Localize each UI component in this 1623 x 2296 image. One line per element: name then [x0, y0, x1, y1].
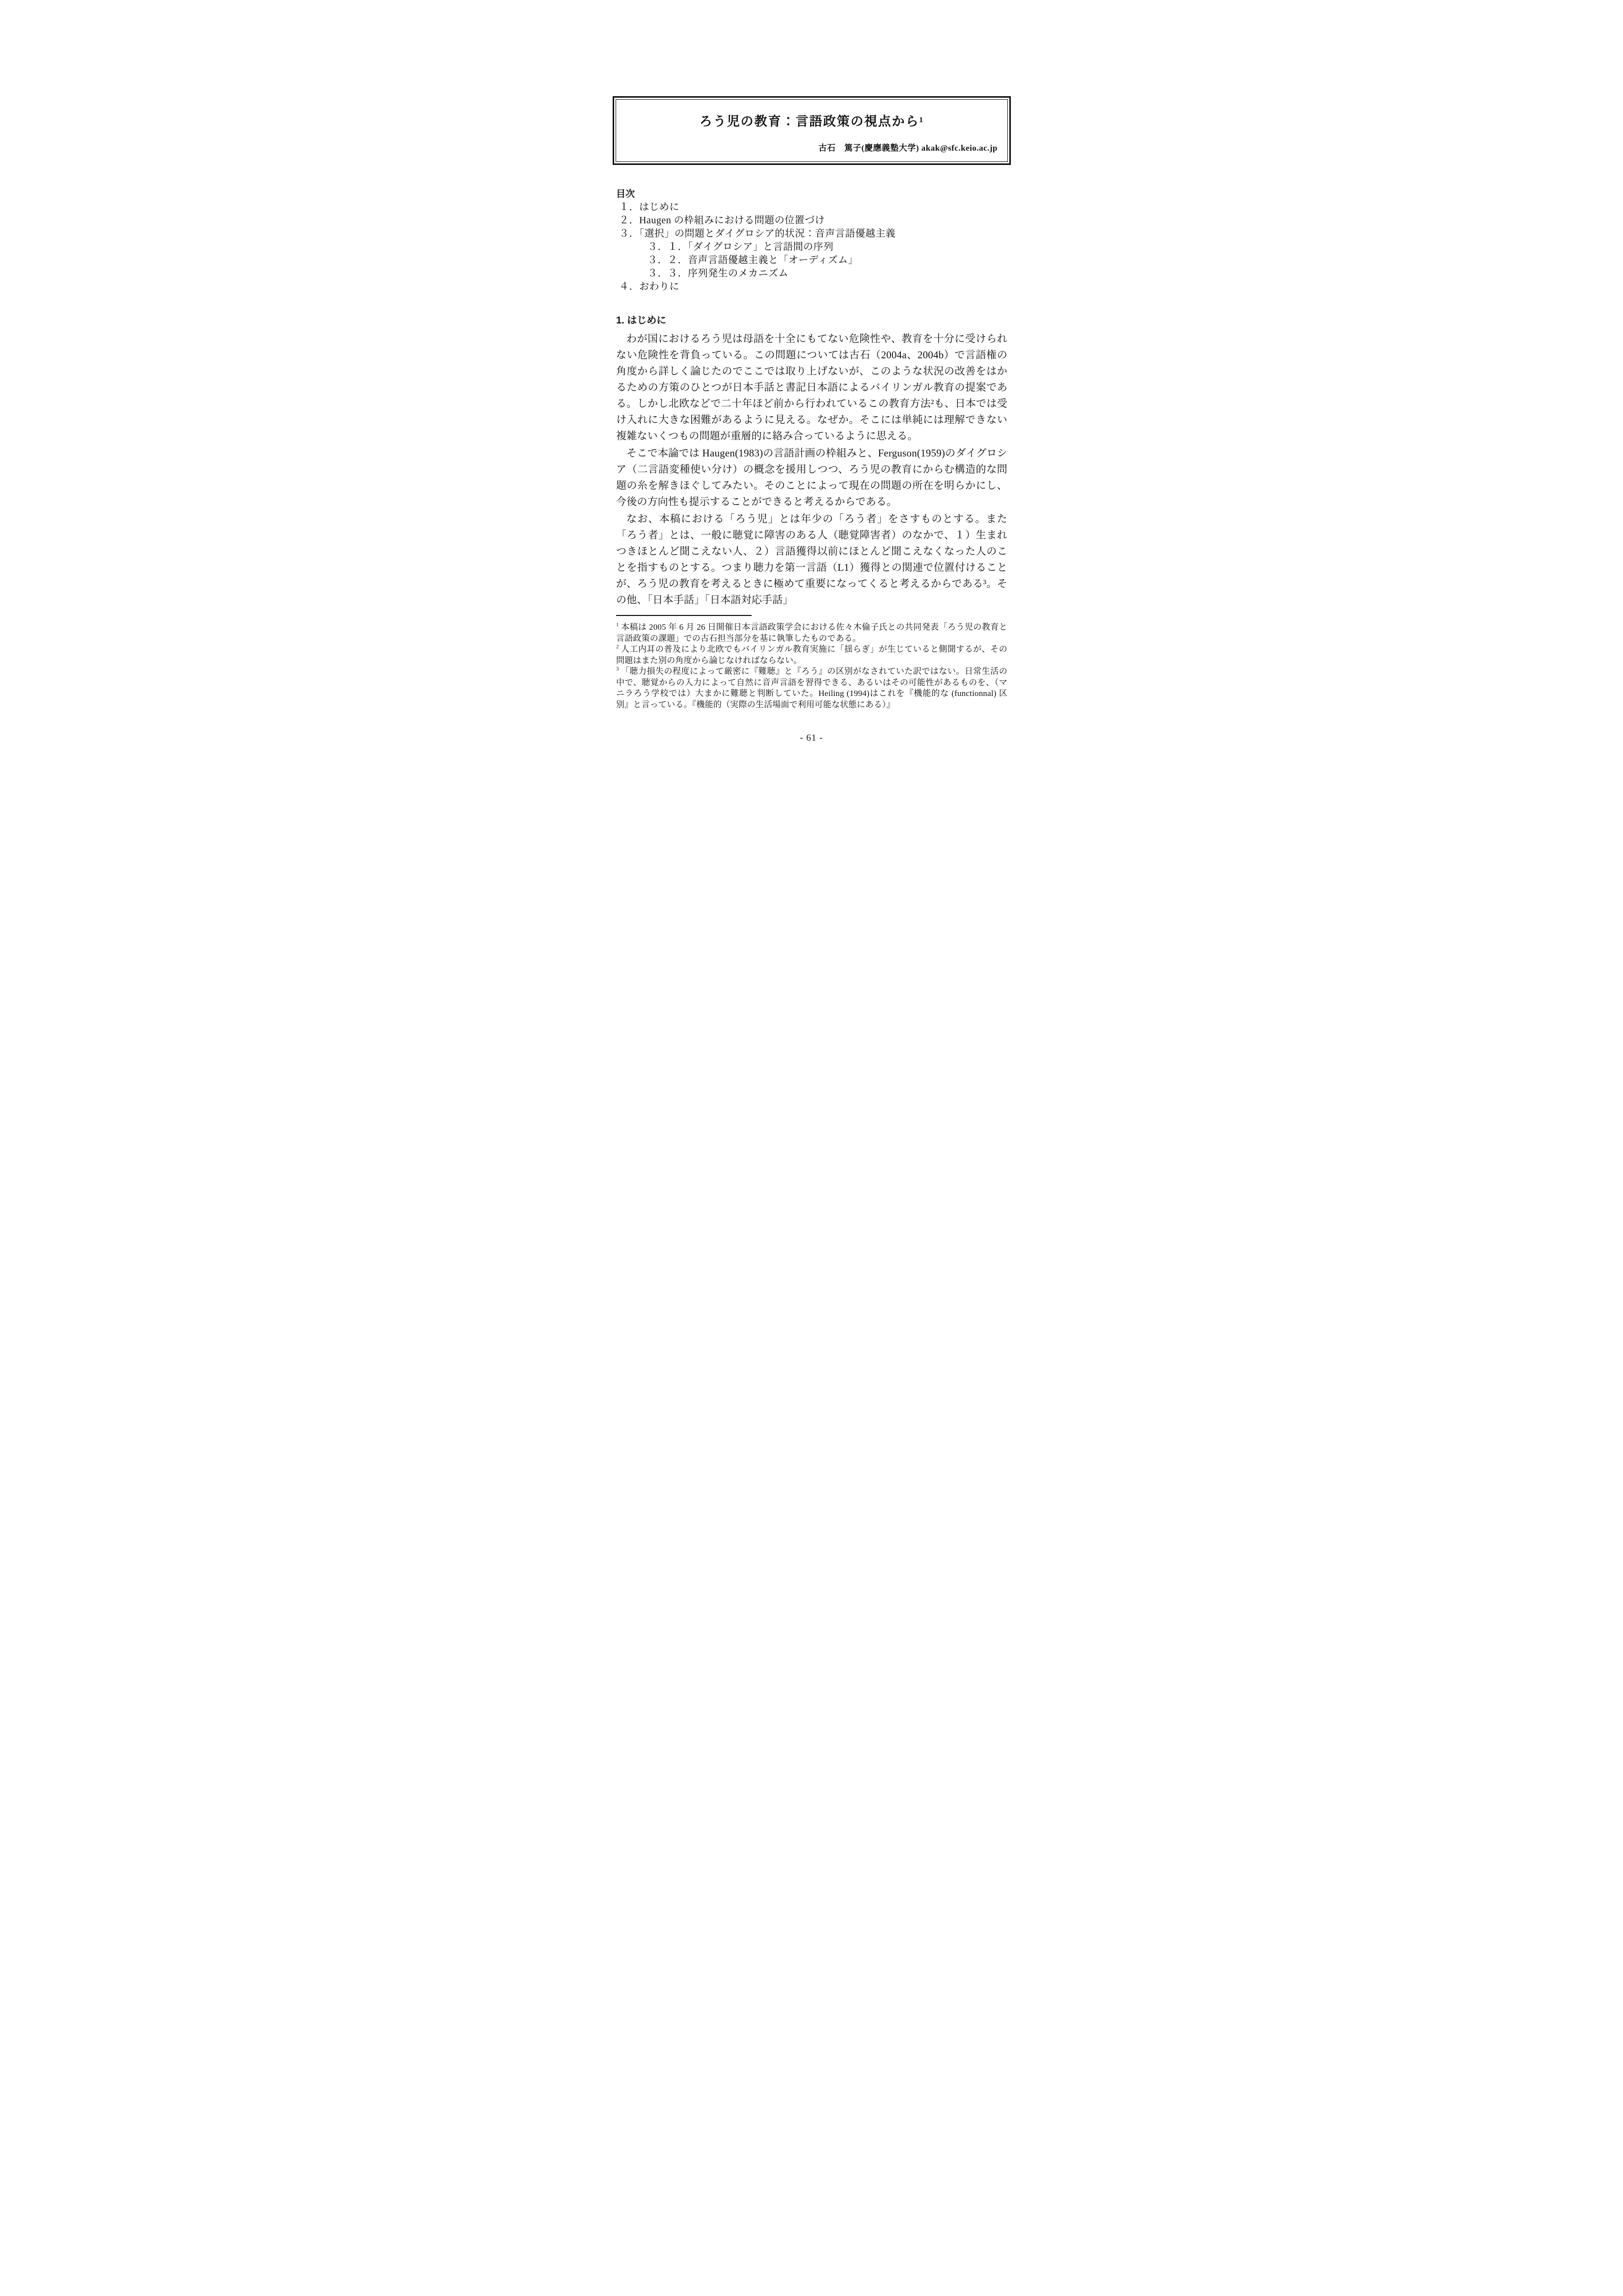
author-affiliation-email: 古石 篤子(慶應義塾大学) akak@sfc.keio.ac.jp [818, 143, 998, 153]
toc-item-3-2: ３．２．音声言語優越主義と「オーディズム」 [648, 255, 858, 266]
toc-heading: 目次 [616, 189, 635, 199]
section-1-heading: 1. はじめに [616, 315, 667, 326]
footnote-separator-rule [616, 615, 752, 616]
footnote-1-marker: 1 [616, 622, 619, 628]
footnote-3-marker: 3 [616, 666, 619, 672]
footnote-1 [616, 622, 1007, 644]
footnote-2-text: 人工内耳の普及により北欧でもバイリンガル教育実施に「揺らぎ」が生じていると側聞するが、その問題はまた別の角度から論じなければならない。 [616, 644, 1007, 665]
footnote-2-marker: 2 [616, 644, 619, 650]
footnote-3 [616, 666, 1007, 710]
body-paragraph-1: わが国におけるろう児は母語を十全にもてない危険性や、教育を十分に受けられない危険性を背負っている。この問題については古石（2004a、2004b）で言語権の角度から詳しく論じたのでここでは取り上げないが、このような状況の改善をはかるための方策のひとつが日本手話と書記日本語によるバイリンガル教育の提案である。しかし北欧などで二十年ほど前から行われているこの教育方法²も、日本では受け入れに大きな困難があるように見える。なぜか。そこには単純には理解できない複雑ないくつもの問題が重層的に絡み合っているように思える。 [616, 333, 1007, 442]
footnote-1-text: 本稿は 2005 年 6 月 26 日開催日本言語政策学会における佐々木倫子氏との共同発表「ろう児の教育と言語政策の課題」での古石担当部分を基に執筆したものである。 [616, 622, 1007, 643]
toc-item-3-1: ３．１．「ダイグロシア」と言語間の序列 [648, 241, 834, 252]
section-1 [616, 313, 1007, 608]
document-page [541, 0, 1082, 765]
toc-item-1: １．はじめに [619, 202, 679, 213]
body-paragraph-3: なお、本稿における「ろう児」とは年少の「ろう者」をさすものとする。また「ろう者」とは、一般に聴覚に障害のある人（聴覚障害者）のなかで、１）生まれつきほとんど聞こえない人、２）言語獲得以前にほとんど聞こえなくなった人のことを指すものとする。つまり聴力を第一言語（L1）獲得との関連で位置付けることが、ろう児の教育を考えるときに極めて重要になってくると考えるからである³。その他、「日本手話」「日本語対応手話」 [616, 513, 1007, 606]
toc-item-3-3: ３．３．序列発生のメカニズム [648, 268, 788, 279]
body-paragraph-2: そこで本論では Haugen(1983)の言語計画の枠組みと、Ferguson(1959)のダイグロシア（二言語変種使い分け）の概念を援用しつつ、ろう児の教育にからむ構造的な問題の糸を解きほぐしてみたい。そのことによって現在の問題の所在を明らかにし、今後の方向性も提示することができると考えるからである。 [616, 447, 1007, 507]
footnote-2 [616, 644, 1007, 666]
toc-item-2: ２．Haugen の枠組みにおける問題の位置づけ [619, 215, 825, 226]
table-of-contents [616, 187, 1007, 294]
footnote-3-text: 「聴力損失の程度によって厳密に『難聴』と『ろう』の区別がなされていた訳ではない。日常生活の中で、聴覚からの入力によって自然に音声言語を習得できる、あるいはその可能性があるものを、（マニラろう学校では）大まかに難聴と判断していた。Heiling (1994)はこれを『機能的な (functionnal) 区別』と言っている。『機能的（実際の生活場面で利用可能な状態にある）』 [616, 667, 1007, 709]
page-number: - 61 - [800, 733, 823, 743]
toc-item-3: ３．「選択」の問題とダイグロシア的状況：音声言語優越主義 [619, 228, 896, 239]
title-box [613, 96, 1011, 165]
footnotes-block [616, 615, 1007, 710]
paper-title: ろう児の教育：言語政策の視点から¹ [699, 114, 924, 129]
title-box-inner [616, 99, 1008, 162]
toc-item-4: ４．おわりに [619, 281, 679, 292]
